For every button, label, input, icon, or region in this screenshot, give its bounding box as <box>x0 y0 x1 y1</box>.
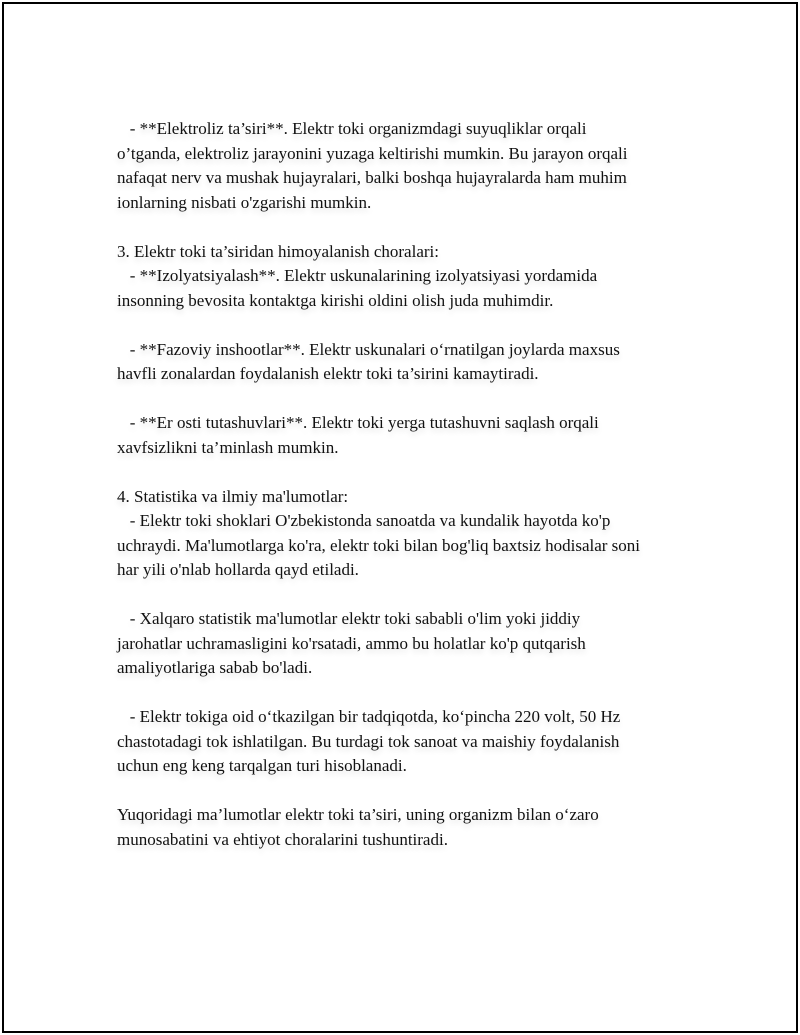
paragraph-international-statistics <box>117 607 707 681</box>
paragraph-gap <box>117 313 707 338</box>
text-line: havfli zonalardan foydalanish elektr toki ta’sirini kamaytiradi. <box>117 364 539 383</box>
paragraph-research <box>117 705 707 779</box>
text-line: jarohatlar uchramasligini ko'rsatadi, ammo bu holatlar ko'p qutqarish <box>117 633 586 653</box>
section-protection-measures <box>117 240 707 314</box>
text-line: - Elektr toki shoklari O'zbekistonda sanoatda va kundalik hayotda ko'p <box>117 511 611 530</box>
text-line: chastotadagi tok ishlatilgan. Bu turdagi tok sanoat va maishiy foydalanish <box>117 731 620 751</box>
paragraph-electrolysis <box>117 117 707 215</box>
text-line: har yili o'nlab hollarda qayd etiladi. <box>117 560 359 579</box>
text-line: uchraydi. Ma'lumotlarga ko'ra, elektr toki bilan bog'liq baxtsiz hodisalar soni <box>117 535 641 555</box>
section-heading: 4. Statistika va ilmiy ma'lumotlar: <box>117 486 349 506</box>
paragraph-spatial-structures <box>117 338 707 387</box>
paragraph-gap <box>117 387 707 412</box>
text-line: o’tganda, elektroliz jarayonini yuzaga keltirishi mumkin. Bu jarayon orqali <box>117 143 628 163</box>
document-body <box>117 117 707 852</box>
text-line: - Elektr tokiga oid o‘tkazilgan bir tadqiqotda, ko‘pincha 220 volt, 50 Hz <box>117 707 621 726</box>
text-line: xavfsizlikni ta’minlash mumkin. <box>117 437 339 457</box>
text-line: ionlarning nisbati o'zgarishi mumkin. <box>117 192 372 212</box>
paragraph-gap <box>117 215 707 240</box>
paragraph-gap <box>117 681 707 706</box>
paragraph-conclusion <box>117 803 707 852</box>
text-line: amaliyotlariga sabab bo'ladi. <box>117 658 313 677</box>
text-line: - **Elektroliz ta’siri**. Elektr toki organizmdagi suyuqliklar orqali <box>117 119 587 138</box>
text-line: nafaqat nerv va mushak hujayralari, balki boshqa hujayralarda ham muhim <box>117 168 627 187</box>
section-heading: 3. Elektr toki ta’siridan himoyalanish choralari: <box>117 241 439 261</box>
paragraph-gap <box>117 460 707 485</box>
text-line: Yuqoridagi ma’lumotlar elektr toki ta’siri, uning organizm bilan o‘zaro <box>117 805 599 824</box>
section-statistics <box>117 485 707 583</box>
text-line: - **Er osti tutashuvlari**. Elektr toki yerga tutashuvni saqlash orqali <box>117 413 599 432</box>
paragraph-gap <box>117 779 707 804</box>
text-line: - Xalqaro statistik ma'lumotlar elektr toki sababli o'lim yoki jiddiy <box>117 609 581 628</box>
paragraph-gap <box>117 583 707 608</box>
text-line: - **Fazoviy inshootlar**. Elektr uskunalari o‘rnatilgan joylarda maxsus <box>117 339 620 359</box>
text-line: uchun eng keng tarqalgan turi hisoblanadi. <box>117 756 407 775</box>
text-line: - **Izolyatsiyalash**. Elektr uskunalarining izolyatsiyasi yordamida <box>117 266 598 285</box>
text-line: insonning bevosita kontaktga kirishi oldini olish juda muhimdir. <box>117 290 554 310</box>
text-line: munosabatini va ehtiyot choralarini tushuntiradi. <box>117 829 448 849</box>
paragraph-grounding <box>117 411 707 460</box>
